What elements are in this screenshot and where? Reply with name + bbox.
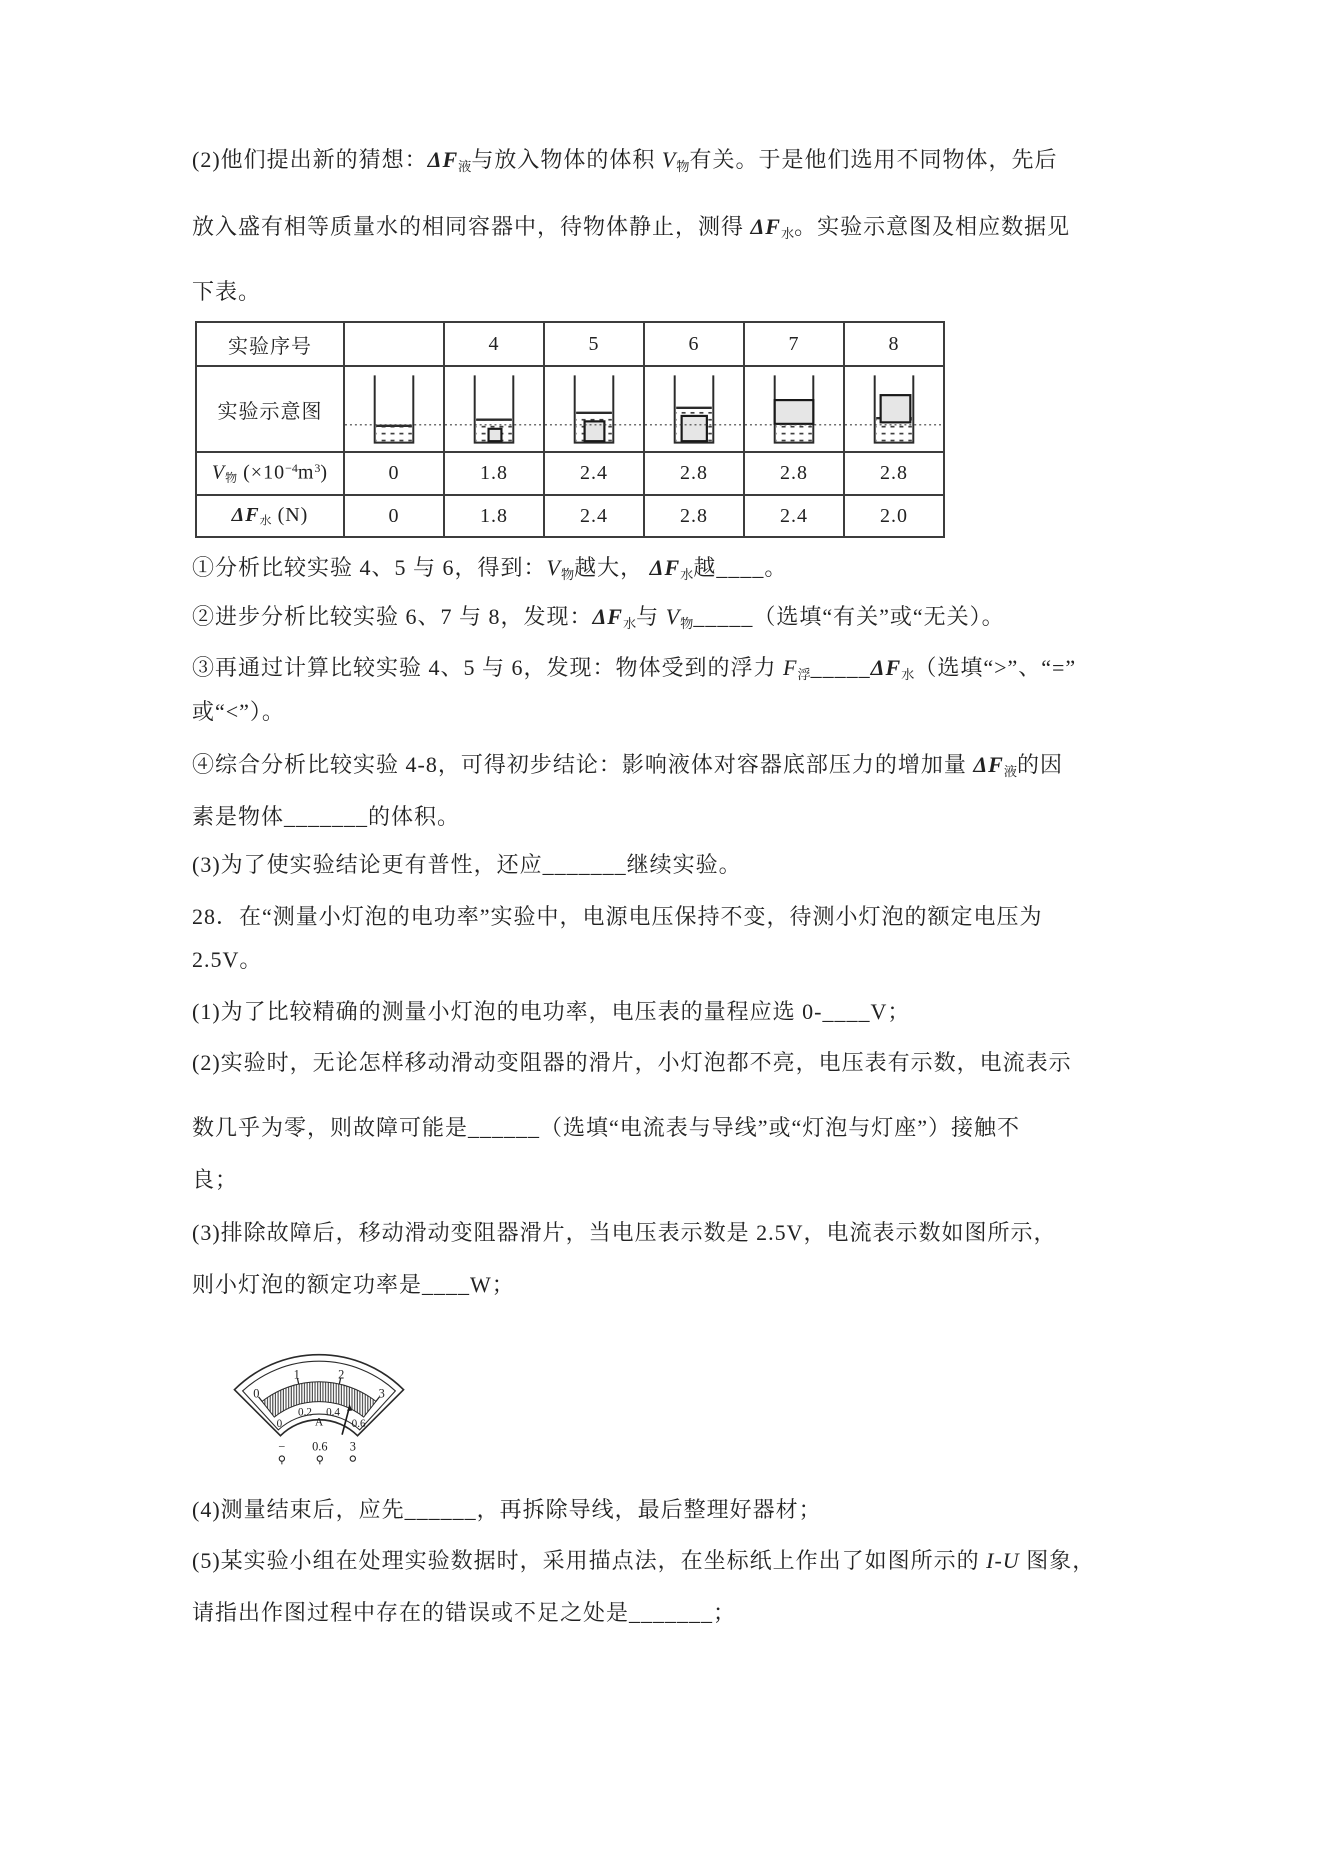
q2-intro-line-2: 放入盛有相等质量水的相同容器中，待物体静止，测得 ΔF水。实验示意图及相应数据见 bbox=[192, 214, 1071, 241]
header-col-8: 8 bbox=[844, 322, 944, 366]
upper-scale-0: 0 bbox=[253, 1386, 260, 1401]
beaker-diagram-exp8 bbox=[845, 367, 943, 451]
q2-intro-line-3: 下表。 bbox=[192, 279, 262, 304]
lower-scale-02: 0.2 bbox=[298, 1406, 312, 1419]
q28-intro-line-1: 28．在“测量小灯泡的电功率”实验中，电源电压保持不变，待测小灯泡的额定电压为 bbox=[192, 904, 1043, 929]
delta-f-value: 2.0 bbox=[844, 495, 944, 537]
svg-text:0.6: 0.6 bbox=[312, 1439, 328, 1454]
table-row-delta-f bbox=[196, 495, 944, 537]
volume-value: 0 bbox=[344, 452, 444, 495]
q2-sub4-line-1: ④综合分析比较实验 4-8，可得初步结论：影响液体对容器底部压力的增加量 ΔF液的因 bbox=[192, 752, 1064, 779]
volume-value: 1.8 bbox=[444, 452, 544, 495]
diagram-row-label: 实验示意图 bbox=[196, 366, 344, 452]
q28-part2-line-2: 数几乎为零，则故障可能是______（选填“电流表与导线”或“灯泡与灯座”）接触不 bbox=[192, 1115, 1021, 1140]
header-label-cell: 实验序号 bbox=[196, 322, 344, 366]
ammeter-unit-label: A bbox=[314, 1416, 324, 1429]
delta-f-value: 2.8 bbox=[644, 495, 744, 537]
q28-part5-line-1: (5)某实验小组在处理实验数据时，采用描点法，在坐标纸上作出了如图所示的 I-U 图象， bbox=[192, 1548, 1096, 1573]
terminal-0-6 bbox=[312, 1439, 327, 1464]
delta-f-value: 1.8 bbox=[444, 495, 544, 537]
beaker-diagram-reference bbox=[345, 367, 443, 451]
q28-part5-line-2: 请指出作图过程中存在的错误或不足之处是_______； bbox=[192, 1600, 737, 1625]
header-col-6: 6 bbox=[644, 322, 744, 366]
beaker-diagram-exp6 bbox=[645, 367, 743, 451]
volume-value: 2.8 bbox=[744, 452, 844, 495]
lower-scale-04: 0.4 bbox=[326, 1406, 340, 1419]
q28-part4-line: (4)测量结束后，应先______，再拆除导线，最后整理好器材； bbox=[192, 1497, 822, 1522]
q28-part1-line: (1)为了比较精确的测量小灯泡的电功率，电压表的量程应选 0-____V； bbox=[192, 999, 911, 1024]
delta-f-value: 0 bbox=[344, 495, 444, 537]
table-row-volume bbox=[196, 452, 944, 495]
beaker-diagram-exp5 bbox=[545, 367, 643, 451]
q2-sub1-line: ①分析比较实验 4、5 与 6，得到：V物越大， ΔF水越____。 bbox=[192, 555, 788, 582]
upper-scale-2: 2 bbox=[338, 1367, 345, 1382]
experiment-table bbox=[195, 321, 945, 538]
volume-value: 2.8 bbox=[644, 452, 744, 495]
beaker-diagram-exp4 bbox=[445, 367, 543, 451]
terminal-3 bbox=[350, 1439, 356, 1461]
volume-value: 2.8 bbox=[844, 452, 944, 495]
svg-text:3: 3 bbox=[349, 1439, 356, 1454]
delta-f-value: 2.4 bbox=[544, 495, 644, 537]
q2-sub4-line-2: 素是物体_______的体积。 bbox=[192, 804, 461, 829]
q2-sub3-line-1: ③再通过计算比较实验 4、5 与 6，发现：物体受到的浮力 F浮_____ΔF水（选填“>”、“=” bbox=[192, 655, 1077, 682]
table-row-header bbox=[196, 322, 944, 366]
q28-part3-line-1: (3)排除故障后，移动滑动变阻器滑片，当电压表示数是 2.5V，电流表示数如图所示， bbox=[192, 1220, 1057, 1245]
q2-sub3-line-2: 或“<”）。 bbox=[192, 699, 285, 724]
lower-scale-06: 0.6 bbox=[351, 1418, 366, 1431]
upper-scale-3: 3 bbox=[378, 1386, 385, 1401]
ammeter-dial bbox=[224, 1334, 414, 1466]
q28-intro-line-2: 2.5V。 bbox=[192, 947, 263, 972]
header-col-4: 4 bbox=[444, 322, 544, 366]
header-col-7: 7 bbox=[744, 322, 844, 366]
q2-part3-line: (3)为了使实验结论更有普性，还应_______继续实验。 bbox=[192, 852, 742, 877]
table-row-diagrams bbox=[196, 366, 944, 452]
q28-part3-line-2: 则小灯泡的额定功率是____W； bbox=[192, 1272, 515, 1297]
dial-scale-band bbox=[262, 1382, 376, 1417]
delta-f-value: 2.4 bbox=[744, 495, 844, 537]
q2-intro-line-1: (2)他们提出新的猜想：ΔF液与放入物体的体积 V物有关。于是他们选用不同物体，先后 bbox=[192, 147, 1058, 174]
q2-sub2-line: ②进步分析比较实验 6、7 与 8，发现：ΔF水与 V物_____（选填“有关”或“无关）。 bbox=[192, 604, 1005, 631]
header-col-5: 5 bbox=[544, 322, 644, 366]
delta-f-row-label: ΔF水 (N) bbox=[196, 495, 344, 537]
volume-value: 2.4 bbox=[544, 452, 644, 495]
beaker-diagram-exp7 bbox=[745, 367, 843, 451]
header-col-blank bbox=[344, 322, 444, 366]
terminal-minus bbox=[278, 1439, 285, 1464]
q28-part2-line-3: 良； bbox=[192, 1167, 239, 1192]
upper-scale-1: 1 bbox=[293, 1367, 300, 1382]
svg-text:−: − bbox=[278, 1439, 286, 1454]
volume-row-label: V物 $(\times 10^{-4}m^3)$ bbox=[196, 452, 344, 495]
lower-scale-0: 0 bbox=[276, 1418, 283, 1431]
q28-part2-line-1: (2)实验时，无论怎样移动滑动变阻器的滑片，小灯泡都不亮，电压表有示数，电流表示 bbox=[192, 1050, 1072, 1075]
